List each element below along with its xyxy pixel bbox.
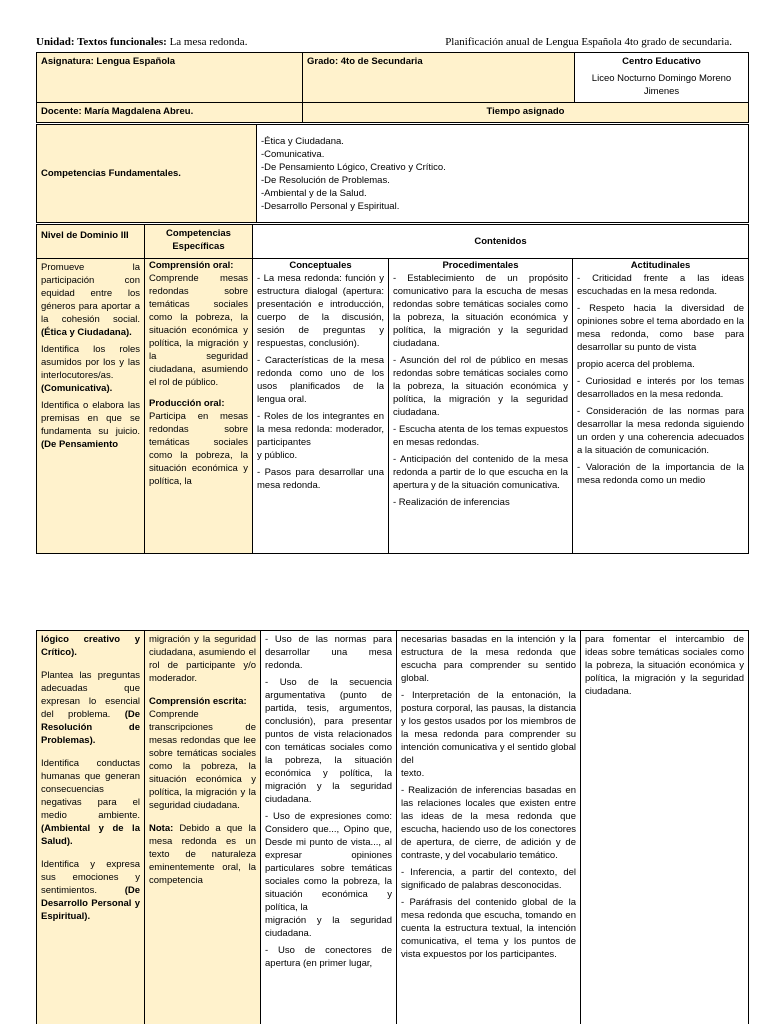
procedimental-item: - Establecimiento de un propósito comunicativo para la escucha de mesas redondas sobre temáticas sociales como la pobreza, la situación económica y política, la migración y la seguridad ciudadana. xyxy=(393,273,568,349)
competencia-item: -Ética y Ciudadana. xyxy=(261,135,344,147)
nivel-text: Plantea las preguntas adecuadas que expresan lo esencial del problema. xyxy=(41,670,140,720)
procedimental-item: - Inferencia, a partir del contexto, del significado de palabras desconocidas. xyxy=(401,867,576,891)
actitudinal-item: - Curiosidad e interés por los temas desarrollados en la mesa redonda. xyxy=(577,376,745,400)
nivel-competency: (De Pensamiento xyxy=(41,439,119,450)
conceptual-item: - Roles de los integrantes en la mesa redonda: moderador, participantes xyxy=(257,411,384,448)
actitudinal-item: para fomentar el intercambio de ideas sobre temáticas sociales como la pobreza, la situación económica y política, la migración y la seguridad ciudadana. xyxy=(585,634,744,697)
competencia-item: -Comunicativa. xyxy=(261,148,325,160)
competencia-item: -De Pensamiento Lógico, Creativo y Crítico. xyxy=(261,161,446,173)
content-table-bottom xyxy=(36,630,749,1024)
procedimental-item: texto. xyxy=(401,768,425,779)
actitudinal-item: - Criticidad frente a las ideas escuchadas en la mesa redonda. xyxy=(577,273,745,297)
especificas-text: Debido a que la mesa redonda es un texto de naturaleza eminentemente oral, la competencia xyxy=(149,823,257,886)
procedimentales-cell xyxy=(389,259,573,554)
conceptual-item: y público. xyxy=(257,450,298,461)
content-table-top xyxy=(36,224,749,554)
unit-title xyxy=(36,36,247,48)
nivel-text: Identifica conductas humanas que generan consecuencias negativas para el medio ambiente. xyxy=(41,758,140,821)
procedimental-item: - Asunción del rol de público en mesas redondas sobre temáticas sociales como la pobreza, la situación económica y política, la migración y la seguridad ciudadana. xyxy=(393,355,568,418)
nivel-text: Promueve la participación con equidad entre los géneros para aportar a la cohesión social. xyxy=(41,262,140,325)
nivel-text: Identifica los roles asumidos por los y las interlocutores/as. xyxy=(41,344,140,381)
conceptual-item: - Uso de expresiones como: Considero que..., Opino que, Desde mi punto de vista..., al expresar opiniones particulares sobre temáticas sociales como la pobreza, la situación económica y política, la xyxy=(265,811,392,913)
contenidos-header: Contenidos xyxy=(253,225,749,259)
actitudinal-item: propio acerca del problema. xyxy=(577,359,695,370)
especificas-label: Comprensión oral: xyxy=(149,260,234,271)
especificas-cell xyxy=(145,631,261,1024)
info-table xyxy=(36,52,749,103)
conceptuales-cell xyxy=(253,259,389,554)
nivel-competency: (De Desarrollo Personal y Espiritual). xyxy=(41,885,140,922)
competencias-label: Competencias Fundamentales. xyxy=(37,125,257,223)
conceptual-item: - Características de la mesa redonda como uno de los usos planificados de la lengua oral. xyxy=(257,355,384,405)
procedimentales-cell xyxy=(397,631,581,1024)
actitudinales-cell xyxy=(573,259,749,554)
competencia-item: -Desarrollo Personal y Espiritual. xyxy=(261,200,400,212)
especificas-label: Producción oral: xyxy=(149,398,225,409)
conceptual-item: - La mesa redonda: función y estructura dialogal (apertura: presentación e introducción, cuerpo de la discusión, sesión de preguntas y respuestas, conclusión). xyxy=(257,273,384,349)
especificas-header: Competencias Específicas xyxy=(145,225,253,259)
procedimental-item: - Realización de inferencias basadas en las relaciones locales que existen entre las ideas de la mesa redonda que escucha, haciendo uso de los conectores de apertura, de cierre, de adición y de contraste, y del vocabulario temático. xyxy=(401,785,576,861)
especificas-label: Comprensión escrita: xyxy=(149,696,247,707)
centro-cell xyxy=(575,53,749,103)
procedimentales-header: Procedimentales xyxy=(442,260,519,271)
procedimental-item: - Escucha atenta de los temas expuestos en mesas redondas. xyxy=(393,424,568,448)
unit-label: Unidad: Textos funcionales: xyxy=(36,36,167,48)
procedimental-item: - Paráfrasis del contenido global de la mesa redonda que escucha, tomando en cuenta la estructura textual, la intención comunicativa, el tema y los puntos de vista expuestos por los participantes. xyxy=(401,897,576,960)
conceptual-item: - Pasos para desarrollar una mesa redonda. xyxy=(257,467,384,491)
page-break xyxy=(0,560,768,630)
conceptuales-header: Conceptuales xyxy=(289,260,352,271)
asignatura-cell: Asignatura: Lengua Española xyxy=(37,53,303,103)
conceptual-item: - Uso de las normas para desarrollar una mesa redonda. xyxy=(265,634,392,671)
centro-label: Centro Educativo xyxy=(622,56,701,67)
especificas-cell xyxy=(145,259,253,554)
grado-cell: Grado: 4to de Secundaria xyxy=(303,53,575,103)
procedimental-item: - Interpretación de la entonación, la postura corporal, las pausas, la distancia y los gestos usados por los miembros de la mesa redonda para comprender su intención comunicativa y el sentido global del xyxy=(401,690,576,766)
nivel-cell xyxy=(37,631,145,1024)
tiempo-cell: Tiempo asignado xyxy=(303,103,749,123)
nivel-competency: (De Resolución de Problemas). xyxy=(41,709,141,746)
centro-value: Liceo Nocturno Domingo Moreno Jimenes xyxy=(591,73,732,97)
nivel-header: Nivel de Dominio III xyxy=(37,225,145,259)
conceptual-item: - Uso de la secuencia argumentativa (punto de partida, tesis, argumentos, conclusión), para presentar puntos de vista relacionados con temáticas sociales como la pobreza, la situación económica y política, la migración y la seguridad ciudadana. xyxy=(265,677,392,805)
docente-cell: Docente: María Magdalena Abreu. xyxy=(37,103,303,123)
procedimental-item: - Realización de inferencias xyxy=(393,497,510,508)
nivel-competency: (Ética y Ciudadana). xyxy=(41,327,132,338)
especificas-text: migración y la seguridad ciudadana, asumiendo el rol de participante y/o moderador. xyxy=(149,634,256,684)
actitudinal-item: - Valoración de la importancia de la mesa redonda como un medio xyxy=(577,462,745,486)
procedimental-item: - Anticipación del contenido de la mesa redonda a partir de lo que escucha en la apertura y de la situación comunicativa. xyxy=(393,454,568,491)
actitudinal-item: - Respeto hacia la diversidad de opiniones sobre el tema abordado en la mesa redonda, como base para desarrollar su punto de vista xyxy=(577,303,745,353)
docente-table xyxy=(36,102,749,123)
nivel-text: Identifica y expresa sus emociones y sentimientos. xyxy=(41,859,140,896)
competencia-item: -Ambiental y de la Salud. xyxy=(261,187,367,199)
nivel-competency: (Ambiental y de la Salud). xyxy=(41,823,140,847)
nivel-cell xyxy=(37,259,145,554)
especificas-label: Nota: xyxy=(149,823,174,834)
actitudinales-cell xyxy=(581,631,749,1024)
conceptuales-cell xyxy=(261,631,397,1024)
actitudinal-item: - Consideración de las normas para desarrollar la mesa redonda siguiendo un orden y una coherencia adecuados a la situación de comunicación. xyxy=(577,406,745,456)
page-two xyxy=(0,630,768,1024)
plan-title: Planificación anual de Lengua Española 4to grado de secundaria. xyxy=(445,36,732,48)
conceptual-item: migración y la seguridad ciudadana. xyxy=(265,915,392,939)
nivel-competency: (Comunicativa). xyxy=(41,383,113,394)
nivel-competency: lógico creativo y Crítico). xyxy=(41,634,140,658)
procedimental-item: necesarias basadas en la intención y la estructura de la mesa redonda que escucha para comprender su sentido global. xyxy=(401,634,576,684)
especificas-text: Participa en mesas redondas sobre temáticas sociales como la pobreza, la situación económica y política, la xyxy=(149,411,248,487)
competencias-list xyxy=(257,125,749,223)
nivel-text: Identifica o elabora las premisas en que se fundamenta su juicio. xyxy=(41,400,140,437)
competencias-table xyxy=(36,124,749,223)
especificas-text: Comprende mesas redondas sobre temáticas sociales como la pobreza, la situación económica y política, la migración y la seguridad ciudadana, asumiendo el rol de público. xyxy=(149,273,248,388)
conceptual-item: - Uso de conectores de apertura (en primer lugar, xyxy=(265,945,392,969)
unit-value: La mesa redonda. xyxy=(169,36,248,48)
especificas-text: Comprende transcripciones de mesas redondas que lee sobre temáticas sociales como la pobreza, la situación económica y política, la migración y la seguridad ciudadana. xyxy=(149,709,256,811)
competencia-item: -De Resolución de Problemas. xyxy=(261,174,390,186)
actitudinales-header: Actitudinales xyxy=(630,260,691,271)
